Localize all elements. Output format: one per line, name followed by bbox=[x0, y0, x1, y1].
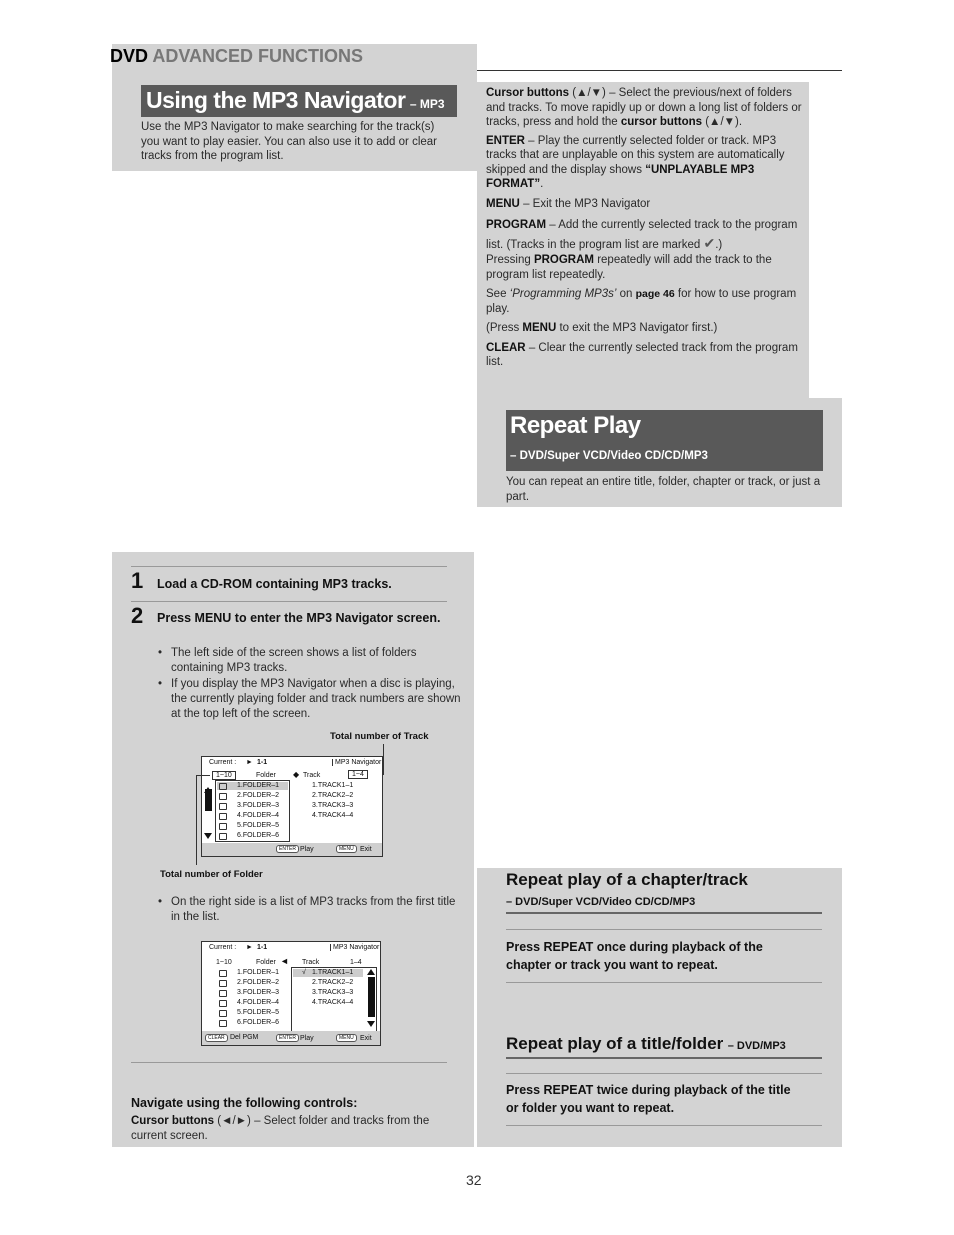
callout-track-line bbox=[383, 744, 384, 774]
header-rule bbox=[477, 70, 842, 71]
track-pane bbox=[293, 780, 364, 840]
ctrl-cursor-label: Cursor buttons bbox=[486, 87, 570, 99]
right-side-bullet bbox=[157, 895, 461, 926]
section-header bbox=[110, 46, 363, 67]
play-label: Play bbox=[300, 846, 314, 853]
ctrl-cursor bbox=[486, 86, 804, 130]
ctrl-press-a: (Press bbox=[486, 322, 523, 334]
repeat-title-heading-text: Repeat play of a title/folder bbox=[506, 1034, 724, 1053]
scroll-down-icon[interactable] bbox=[367, 1021, 375, 1027]
folder-list-item[interactable]: 4.FOLDER–4 bbox=[237, 999, 280, 1006]
bullet-item: • The left side of the screen shows a list of folders containing MP3 tracks. bbox=[171, 646, 461, 676]
folder-list-item[interactable]: 1.FOLDER–1 bbox=[237, 782, 280, 789]
ctrl-enter-text: – Play the currently selected folder or track. MP3 tracks that are unplayable on this system are automatically skipped and the display shows bbox=[486, 134, 785, 176]
ctrl-enter-bold: “UNPLAYABLE MP3 FORMAT” bbox=[486, 163, 755, 190]
ctrl-cursor-bold: cursor buttons bbox=[620, 116, 703, 128]
repeat-chapter-rule bbox=[506, 912, 822, 914]
track-list-item[interactable]: 3.TRACK3–3 bbox=[312, 802, 354, 809]
ctrl-press-bold: MENU bbox=[522, 322, 557, 334]
mp3nav-title-text: Using the MP3 Navigator bbox=[146, 87, 406, 113]
folder-list-item[interactable]: 6.FOLDER–6 bbox=[237, 832, 280, 839]
mp3nav-title bbox=[146, 85, 445, 115]
ctrl-press-b: to exit the MP3 Navigator first.) bbox=[556, 322, 718, 334]
ctrl-enter-end: . bbox=[540, 178, 544, 190]
section-header-rest: ADVANCED FUNCTIONS bbox=[152, 46, 364, 66]
play-label: Play bbox=[300, 1035, 314, 1042]
ctrl-menu-text: – Exit the MP3 Navigator bbox=[519, 197, 651, 210]
enter-button[interactable]: ENTER bbox=[276, 845, 299, 853]
navigate-cursor-text: – Select folder and tracks from the current screen. bbox=[131, 1115, 430, 1142]
ctrl-cursor-text: – Select the previous/next of folders and tracks. To move rapidly up or down a long list of folders or tracks, press and hold the bbox=[486, 87, 802, 128]
clear-button[interactable]: CLEAR bbox=[205, 1034, 228, 1042]
ctrl-program2-bold: PROGRAM bbox=[533, 254, 594, 266]
track-list-item[interactable]: 4.TRACK4–4 bbox=[312, 812, 354, 819]
repeat-chapter-instruction: Press REPEAT once during playback of the chapter or track you want to repeat. bbox=[506, 940, 763, 972]
exit-label: Exit bbox=[360, 1035, 372, 1042]
ctrl-program-label: PROGRAM bbox=[486, 219, 547, 231]
navigator-title: MP3 Navigator bbox=[332, 759, 381, 766]
step2-top-rule bbox=[131, 601, 447, 602]
navigator-screen-2 bbox=[201, 941, 381, 1046]
ctrl-see-b: on bbox=[616, 288, 636, 300]
navigate-cursor-label: Cursor buttons bbox=[131, 1115, 215, 1127]
ctrl-program2-b: repeatedly will add the track to the program list repeatedly. bbox=[486, 254, 772, 281]
scrollbar-thumb[interactable] bbox=[368, 977, 375, 1017]
track-range: 1~4 bbox=[348, 770, 368, 779]
repeat-title-heading bbox=[506, 1034, 786, 1054]
navigate-top-rule bbox=[131, 1062, 447, 1063]
del-pgm-label: Del PGM bbox=[230, 1034, 259, 1041]
ctrl-see-a: See bbox=[486, 288, 510, 300]
enter-button[interactable]: ENTER bbox=[276, 1034, 299, 1042]
track-list-item[interactable]: 4.TRACK4–4 bbox=[312, 999, 354, 1006]
callout-folder-line-h bbox=[196, 775, 210, 776]
folder-icon bbox=[219, 1010, 227, 1017]
folder-icon bbox=[219, 823, 227, 830]
ctrl-clear-text: – Clear the currently selected track from the program list. bbox=[486, 341, 798, 368]
track-list-item[interactable]: 1.TRACK1–1 bbox=[312, 782, 354, 789]
repeat-title-rule3 bbox=[506, 1125, 822, 1126]
step2-bullets bbox=[157, 646, 461, 723]
current-label: Current : bbox=[209, 759, 237, 766]
navigator-screen-1 bbox=[201, 756, 383, 857]
repeat-intro: You can repeat an entire title, folder, chapter or track, or just a part. bbox=[506, 476, 821, 503]
repeat-title-rule2 bbox=[506, 1073, 822, 1074]
navigate-heading: Navigate using the following controls: bbox=[131, 1096, 358, 1110]
repeat-title: Repeat Play bbox=[510, 412, 641, 439]
pointer-left-icon: ◄ bbox=[280, 956, 289, 966]
folder-list-item[interactable]: 3.FOLDER–3 bbox=[237, 989, 280, 996]
current-value: 1-1 bbox=[257, 944, 268, 951]
repeat-title-heading-sub: – DVD/MP3 bbox=[727, 1040, 786, 1052]
folder-icon bbox=[219, 783, 227, 790]
ctrl-press-menu bbox=[486, 321, 804, 336]
track-list-item[interactable]: 3.TRACK3–3 bbox=[312, 989, 354, 996]
ctrl-cursor-end: (▲/▼). bbox=[702, 116, 743, 128]
mp3nav-intro: Use the MP3 Navigator to make searching for the track(s) you want to play easier. You can also use it to add or clear tracks from the program list. bbox=[141, 121, 437, 162]
ctrl-menu bbox=[486, 197, 804, 212]
exit-label: Exit bbox=[360, 846, 372, 853]
folder-icon bbox=[219, 1020, 227, 1027]
scrollbar-thumb[interactable] bbox=[205, 789, 212, 811]
repeat-title-instruction: Press REPEAT twice during playback of the title or folder you want to repeat. bbox=[506, 1083, 791, 1115]
ctrl-see-page[interactable]: page 46 bbox=[635, 288, 675, 300]
navigator-title: MP3 Navigator bbox=[330, 944, 379, 951]
folder-list-item[interactable]: 6.FOLDER–6 bbox=[237, 1019, 280, 1026]
folder-range: 1~10 bbox=[212, 771, 236, 780]
pointer-right-icon: ◆ bbox=[293, 770, 300, 779]
step1-number: 1 bbox=[131, 568, 144, 593]
controls-text bbox=[486, 86, 804, 370]
step1-top-rule bbox=[131, 566, 447, 567]
track-header: Track bbox=[302, 959, 320, 966]
folder-list-item[interactable]: 4.FOLDER–4 bbox=[237, 812, 280, 819]
repeat-chapter-sub: – DVD/Super VCD/Video CD/CD/MP3 bbox=[506, 896, 696, 908]
ctrl-enter-label: ENTER bbox=[486, 134, 525, 147]
callout-track-total: Total number of Track bbox=[330, 731, 429, 742]
current-value: 1-1 bbox=[257, 759, 268, 766]
mp3nav-title-suffix: – MP3 bbox=[409, 97, 445, 111]
callout-folder-total: Total number of Folder bbox=[160, 869, 263, 880]
folder-list-item[interactable]: 2.FOLDER–2 bbox=[237, 979, 280, 986]
folder-list-item[interactable]: 5.FOLDER–5 bbox=[237, 1009, 280, 1016]
track-header: Track bbox=[303, 772, 321, 779]
ctrl-see-c: for how to use program play. bbox=[486, 288, 797, 315]
folder-icon bbox=[219, 813, 227, 820]
section-header-bold: DVD bbox=[110, 46, 149, 66]
ctrl-cursor-arrows: (▲/▼) bbox=[572, 87, 606, 99]
ctrl-program-text-end: .) bbox=[715, 239, 723, 251]
folder-icon bbox=[219, 980, 227, 987]
ctrl-see bbox=[486, 287, 804, 316]
repeat-title-rule bbox=[506, 1057, 822, 1059]
folder-list-item[interactable]: 5.FOLDER–5 bbox=[237, 822, 280, 829]
play-indicator-icon: ► bbox=[246, 944, 253, 951]
track-range: 1–4 bbox=[350, 959, 362, 966]
scroll-up-icon[interactable] bbox=[367, 969, 375, 975]
ctrl-clear bbox=[486, 341, 804, 370]
folder-header: Folder bbox=[256, 772, 276, 779]
step2-number: 2 bbox=[131, 603, 144, 628]
ctrl-see-italic: ‘Programming MP3s’ bbox=[509, 288, 617, 300]
folder-icon bbox=[219, 793, 227, 800]
ctrl-program bbox=[486, 216, 804, 254]
repeat-chapter-title: Repeat play of a chapter/track bbox=[506, 870, 748, 889]
folder-list-item[interactable]: 1.FOLDER–1 bbox=[237, 969, 280, 976]
page-number: 32 bbox=[466, 1172, 482, 1188]
track-list-item[interactable]: 2.TRACK2–2 bbox=[312, 979, 354, 986]
ctrl-program-repeat bbox=[486, 253, 804, 282]
folder-header: Folder bbox=[256, 959, 276, 966]
folder-icon bbox=[219, 1000, 227, 1007]
folder-list-item[interactable]: 2.FOLDER–2 bbox=[237, 792, 280, 799]
current-label: Current : bbox=[209, 944, 237, 951]
menu-button[interactable]: MENU bbox=[336, 1034, 357, 1042]
ctrl-clear-label: CLEAR bbox=[486, 341, 526, 354]
ctrl-menu-label: MENU bbox=[486, 197, 520, 210]
folder-icon bbox=[219, 803, 227, 810]
navigate-cursor bbox=[131, 1114, 446, 1143]
callout-folder-line bbox=[196, 775, 197, 865]
repeat-chapter-rule2 bbox=[506, 929, 822, 930]
play-indicator-icon: ► bbox=[246, 759, 253, 766]
folder-list-item[interactable]: 3.FOLDER–3 bbox=[237, 802, 280, 809]
folder-icon bbox=[219, 990, 227, 997]
program-check-icon: √ bbox=[302, 969, 306, 976]
check-mark-icon: ✔ bbox=[703, 235, 716, 251]
bullet-item: • On the right side is a list of MP3 tracks from the first title in the list. bbox=[171, 895, 461, 925]
step2-text: Press MENU to enter the MP3 Navigator screen. bbox=[157, 611, 441, 625]
folder-icon bbox=[219, 833, 227, 840]
track-list-item[interactable]: 1.TRACK1–1 bbox=[312, 969, 354, 976]
ctrl-enter bbox=[486, 134, 804, 192]
step1-text: Load a CD-ROM containing MP3 tracks. bbox=[157, 577, 392, 591]
menu-button[interactable]: MENU bbox=[336, 845, 357, 853]
bullet-item: • If you display the MP3 Navigator when a disc is playing, the currently playing folder and track numbers are shown at the top left of the screen. bbox=[171, 677, 461, 722]
repeat-chapter-rule3 bbox=[506, 982, 822, 983]
navigate-cursor-arrows: (◄/►) bbox=[217, 1115, 251, 1127]
ctrl-program2-a: Pressing bbox=[486, 254, 534, 266]
scroll-down-icon[interactable] bbox=[204, 833, 212, 839]
repeat-subtitle: – DVD/Super VCD/Video CD/CD/MP3 bbox=[510, 450, 708, 462]
track-list-item[interactable]: 2.TRACK2–2 bbox=[312, 792, 354, 799]
folder-range: 1~10 bbox=[216, 959, 232, 966]
folder-icon bbox=[219, 970, 227, 977]
ctrl-program-text: – Add the currently selected track to the program list. (Tracks in the program list are marked bbox=[486, 219, 798, 251]
